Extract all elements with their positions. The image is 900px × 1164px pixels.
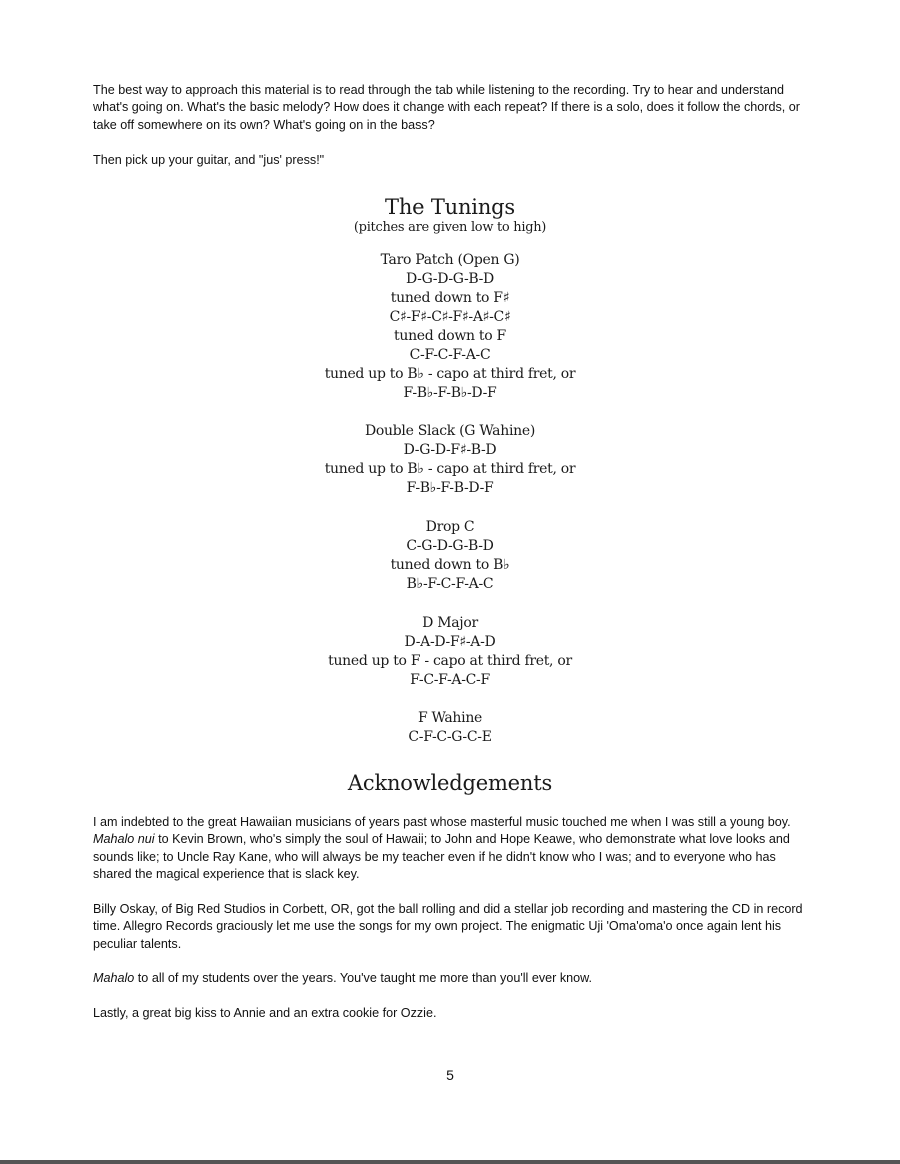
tuning-name: Double Slack (G Wahine) (364, 423, 535, 439)
acknowledgements-paragraph-1 (93, 814, 809, 884)
acknowledgements-paragraph-2: Billy Oskay, of Big Red Studios in Corbett, OR, got the ball rolling and did a stellar job recording and mastering the CD in record time. Allegro Records graciously let me use the songs for my own project. The enigmatic Uji 'Oma'oma'o once again lent his peculiar talents. (93, 902, 803, 951)
ack-p1-rest: to Kevin Brown, who's simply the soul of Hawaii; to John and Hope Keawe, who demonstrate what love looks and sounds like; to Uncle Ray Kane, who will always be my teacher even if he didn't know who I was; and to everyone who has shared the magical experience that is slack key. (93, 832, 790, 882)
tuning-line: C-F-C-F-A-C (409, 347, 491, 363)
tunings-title: The Tunings (385, 195, 515, 219)
acknowledgements-title: Acknowledgements (347, 771, 553, 795)
tuning-line: D-G-D-G-B-D (406, 271, 494, 287)
tuning-name: Drop C (425, 519, 475, 535)
tunings-header (0, 194, 900, 236)
tuning-line: tuned down to B♭ (390, 557, 510, 573)
tuning-line: F-C-F-A-C-F (410, 672, 490, 688)
acknowledgements-paragraph-4: Lastly, a great big kiss to Annie and an extra cookie for Ozzie. (93, 1006, 437, 1020)
page-bottom-edge (0, 1160, 900, 1164)
tuning-line: tuned down to F (394, 328, 506, 344)
tuning-line: tuned up to B♭ - capo at third fret, or (324, 461, 576, 477)
ack-p3-emphasis: Mahalo (93, 971, 135, 985)
tuning-line: F-B♭-F-B-D-F (406, 480, 494, 496)
tuning-line: D-A-D-F♯-A-D (404, 634, 496, 650)
tuning-line: B♭-F-C-F-A-C (406, 576, 494, 592)
ack-p1-emphasis: Mahalo nui (93, 832, 155, 847)
tuning-line: tuned down to F♯ (390, 290, 510, 306)
tuning-line: C♯-F♯-C♯-F♯-A♯-C♯ (389, 309, 511, 325)
tuning-name: D Major (422, 615, 478, 631)
tuning-group-f-wahine (0, 709, 900, 747)
tuning-name: Taro Patch (Open G) (380, 252, 520, 268)
tuning-line: tuned up to F - capo at third fret, or (328, 653, 572, 669)
tuning-line: C-F-C-G-C-E (408, 729, 492, 745)
acknowledgements-paragraph-3 (93, 970, 809, 987)
tunings-subtitle: (pitches are given low to high) (353, 220, 547, 235)
tuning-name: F Wahine (417, 710, 483, 726)
tuning-group-drop-c (0, 518, 900, 594)
tuning-line: F-B♭-F-B♭-D-F (403, 385, 497, 401)
intro-paragraph-1: The best way to approach this material is to read through the tab while listening to the recording. Try to hear and understand what's going on. What's the basic melody? How does it change with each repeat? If there is a solo, does it follow the chords, or take off somewhere on its own? What's going on in the bass? (93, 83, 800, 132)
tuning-line: tuned up to B♭ - capo at third fret, or (324, 366, 576, 382)
tuning-group-taro-patch (0, 251, 900, 403)
acknowledgements-header (0, 770, 900, 796)
tuning-line: C-G-D-G-B-D (406, 538, 494, 554)
tuning-line: D-G-D-F♯-B-D (403, 442, 497, 458)
tuning-group-double-slack (0, 422, 900, 498)
page-number: 5 (446, 1067, 454, 1083)
tuning-group-d-major (0, 614, 900, 690)
ack-p3-rest: to all of my students over the years. You've taught me more than you'll ever know. (134, 971, 593, 985)
ack-p1-start: I am indebted to the great Hawaiian musicians of years past whose masterful music touched me when I was still a young boy. (93, 815, 791, 829)
intro-paragraph-2: Then pick up your guitar, and "jus' press!" (93, 153, 325, 167)
